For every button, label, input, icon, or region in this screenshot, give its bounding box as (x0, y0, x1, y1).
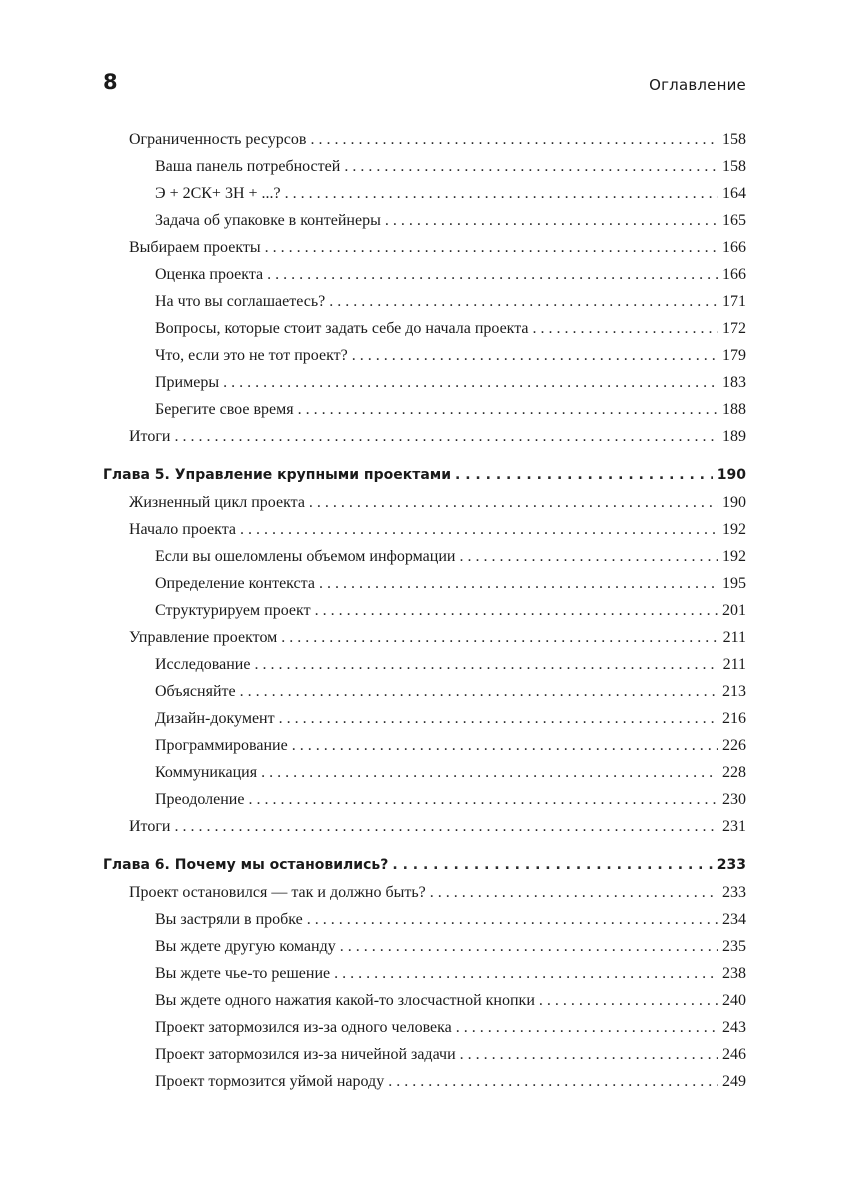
toc-entry (103, 818, 746, 845)
toc-leader-dots (310, 131, 718, 149)
toc-entry (103, 1046, 746, 1073)
toc-entry-title: Примеры (155, 374, 220, 391)
toc-entry-title: Вы ждете другую команду (155, 938, 336, 955)
toc-entry (103, 764, 746, 791)
toc-leader-dots (279, 710, 718, 728)
toc-page-number: 195 (722, 575, 746, 592)
toc-entry (103, 710, 746, 737)
toc-entry (103, 185, 746, 212)
toc-entry-title: Определение контекста (155, 575, 315, 592)
toc-entry (103, 683, 746, 710)
toc-page-number: 164 (722, 185, 746, 202)
toc-leader-dots (456, 1019, 718, 1037)
toc-page-number: 216 (722, 710, 746, 727)
toc-leader-dots (248, 791, 718, 809)
toc-page-number: 190 (722, 494, 746, 511)
toc-entry (103, 428, 746, 455)
toc-entry-title: Э + 2СК+ 3Н + ...? (155, 185, 281, 202)
toc-page-number: 240 (722, 992, 746, 1009)
toc-entry (103, 401, 746, 428)
toc-leader-dots (334, 965, 718, 983)
toc-entry (103, 629, 746, 656)
toc-entry-title: Жизненный цикл проекта (129, 494, 305, 511)
toc-entry-title: Начало проекта (129, 521, 236, 538)
toc-entry-title: Глава 5. Управление крупными проектами (103, 467, 452, 483)
page-number: 8 (103, 70, 118, 94)
toc-entry-title: Вы ждете чье-то решение (155, 965, 331, 982)
toc-page-number: 246 (722, 1046, 746, 1063)
toc-entry (103, 1073, 746, 1100)
toc-page-number: 230 (722, 791, 746, 808)
toc-entry-title: Оценка проекта (155, 266, 264, 283)
toc-entry-title: Объясняйте (155, 683, 236, 700)
toc-entry-title: Программирование (155, 737, 288, 754)
toc-leader-dots (174, 818, 718, 836)
toc-leader-dots (319, 575, 718, 593)
toc-leader-dots (388, 1073, 718, 1091)
toc-entry (103, 602, 746, 629)
toc-entry-title: Коммуникация (155, 764, 258, 781)
toc-leader-dots (533, 320, 718, 338)
toc-leader-dots (459, 548, 718, 566)
toc-page-number: 166 (722, 239, 746, 256)
toc-leader-dots (392, 857, 712, 873)
toc-page-number: 158 (722, 158, 746, 175)
toc-entry (103, 521, 746, 548)
toc-entry (103, 911, 746, 938)
toc-entry-title: Задача об упаковке в контейнеры (155, 212, 381, 229)
toc-entry-title: Исследование (155, 656, 251, 673)
toc-page-number: 226 (722, 737, 746, 754)
toc-entry-title: Проект тормозится уймой народу (155, 1073, 385, 1090)
toc-page-number: 249 (722, 1073, 746, 1090)
toc-entry-title: Берегите свое время (155, 401, 294, 418)
toc-entry (103, 791, 746, 818)
toc-page-number: 243 (722, 1019, 746, 1036)
toc-leader-dots (281, 629, 718, 647)
toc-leader-dots (285, 185, 718, 203)
toc-entry-title: Глава 6. Почему мы остановились? (103, 857, 389, 873)
toc-entry (103, 212, 746, 239)
toc-chapter-entry (103, 857, 746, 884)
toc-leader-dots (340, 938, 718, 956)
toc-entry-title: Ваша панель потребностей (155, 158, 341, 175)
toc-entry (103, 992, 746, 1019)
toc-leader-dots (352, 347, 718, 365)
toc-entry-title: Что, если это не тот проект? (155, 347, 348, 364)
toc-leader-dots (174, 428, 718, 446)
toc-page-number: 172 (722, 320, 746, 337)
toc-leader-dots (254, 656, 718, 674)
toc-entry-title: Проект затормозился из-за ничейной задачи (155, 1046, 456, 1063)
toc-page-number: 234 (722, 911, 746, 928)
toc-page-number: 192 (722, 521, 746, 538)
toc-page-number: 201 (722, 602, 746, 619)
toc-entry (103, 374, 746, 401)
toc-page-number: 233 (716, 857, 746, 873)
toc-entry (103, 320, 746, 347)
toc-entry (103, 347, 746, 374)
toc-leader-dots (309, 494, 718, 512)
toc-leader-dots (385, 212, 718, 230)
toc-entry (103, 548, 746, 575)
toc-entry-title: Проект остановился — так и должно быть? (129, 884, 426, 901)
toc-page-number: 235 (722, 938, 746, 955)
toc-leader-dots (261, 764, 718, 782)
toc-page-number: 183 (722, 374, 746, 391)
toc-entry (103, 737, 746, 764)
toc-entry-title: Если вы ошеломлены объемом информации (155, 548, 456, 565)
toc-chapter-entry (103, 467, 746, 494)
toc-entry-title: Вы застряли в пробке (155, 911, 303, 928)
toc-page-number: 228 (722, 764, 746, 781)
toc-entry (103, 938, 746, 965)
toc-page-number: 238 (722, 965, 746, 982)
toc-page-number: 188 (722, 401, 746, 418)
toc-page-number: 211 (722, 656, 746, 673)
toc-leader-dots (455, 467, 713, 483)
toc-entry (103, 494, 746, 521)
toc-entry (103, 656, 746, 683)
toc-entry-title: Ограниченность ресурсов (129, 131, 307, 148)
toc-entry (103, 131, 746, 158)
toc-page-number: 231 (722, 818, 746, 835)
toc-leader-dots (265, 239, 718, 257)
toc-page-number: 233 (722, 884, 746, 901)
toc-entry-title: Итоги (129, 428, 171, 445)
toc-page-number: 189 (722, 428, 746, 445)
toc-page-number: 192 (722, 548, 746, 565)
running-head: Оглавление (649, 76, 746, 94)
toc-entry (103, 884, 746, 911)
toc-page-number: 171 (722, 293, 746, 310)
toc-leader-dots (315, 602, 718, 620)
toc-entry (103, 575, 746, 602)
toc-leader-dots (329, 293, 718, 311)
toc-entry (103, 158, 746, 185)
toc-entry-title: Дизайн-документ (155, 710, 275, 727)
toc-entry-title: Вопросы, которые стоит задать себе до начала проекта (155, 320, 529, 337)
toc-leader-dots (223, 374, 718, 392)
toc-entry-title: Проект затормозился из-за одного человека (155, 1019, 452, 1036)
toc-leader-dots (240, 683, 718, 701)
toc-leader-dots (539, 992, 718, 1010)
toc-leader-dots (298, 401, 718, 419)
toc-entry-title: Вы ждете одного нажатия какой-то злосчастной кнопки (155, 992, 535, 1009)
toc-entry (103, 239, 746, 266)
toc-entry-title: Преодоление (155, 791, 245, 808)
toc-page-number: 213 (722, 683, 746, 700)
toc-entry-title: Управление проектом (129, 629, 278, 646)
toc-entry (103, 1019, 746, 1046)
toc-entry-title: Структурируем проект (155, 602, 311, 619)
toc-leader-dots (292, 737, 718, 755)
toc-leader-dots (307, 911, 718, 929)
toc-leader-dots (267, 266, 718, 284)
toc-entry (103, 293, 746, 320)
toc-page-number: 165 (722, 212, 746, 229)
toc-page-number: 166 (722, 266, 746, 283)
toc-page-number: 211 (722, 629, 746, 646)
toc-leader-dots (344, 158, 718, 176)
toc-page-number: 158 (722, 131, 746, 148)
toc-page-number: 190 (716, 467, 746, 483)
toc-leader-dots (460, 1046, 718, 1064)
toc-leader-dots (430, 884, 718, 902)
toc-entry (103, 266, 746, 293)
toc-leader-dots (240, 521, 718, 539)
toc-entry (103, 965, 746, 992)
toc-page-number: 179 (722, 347, 746, 364)
toc-entry-title: Выбираем проекты (129, 239, 261, 256)
toc-entry-title: Итоги (129, 818, 171, 835)
toc-entry-title: На что вы соглашаетесь? (155, 293, 326, 310)
